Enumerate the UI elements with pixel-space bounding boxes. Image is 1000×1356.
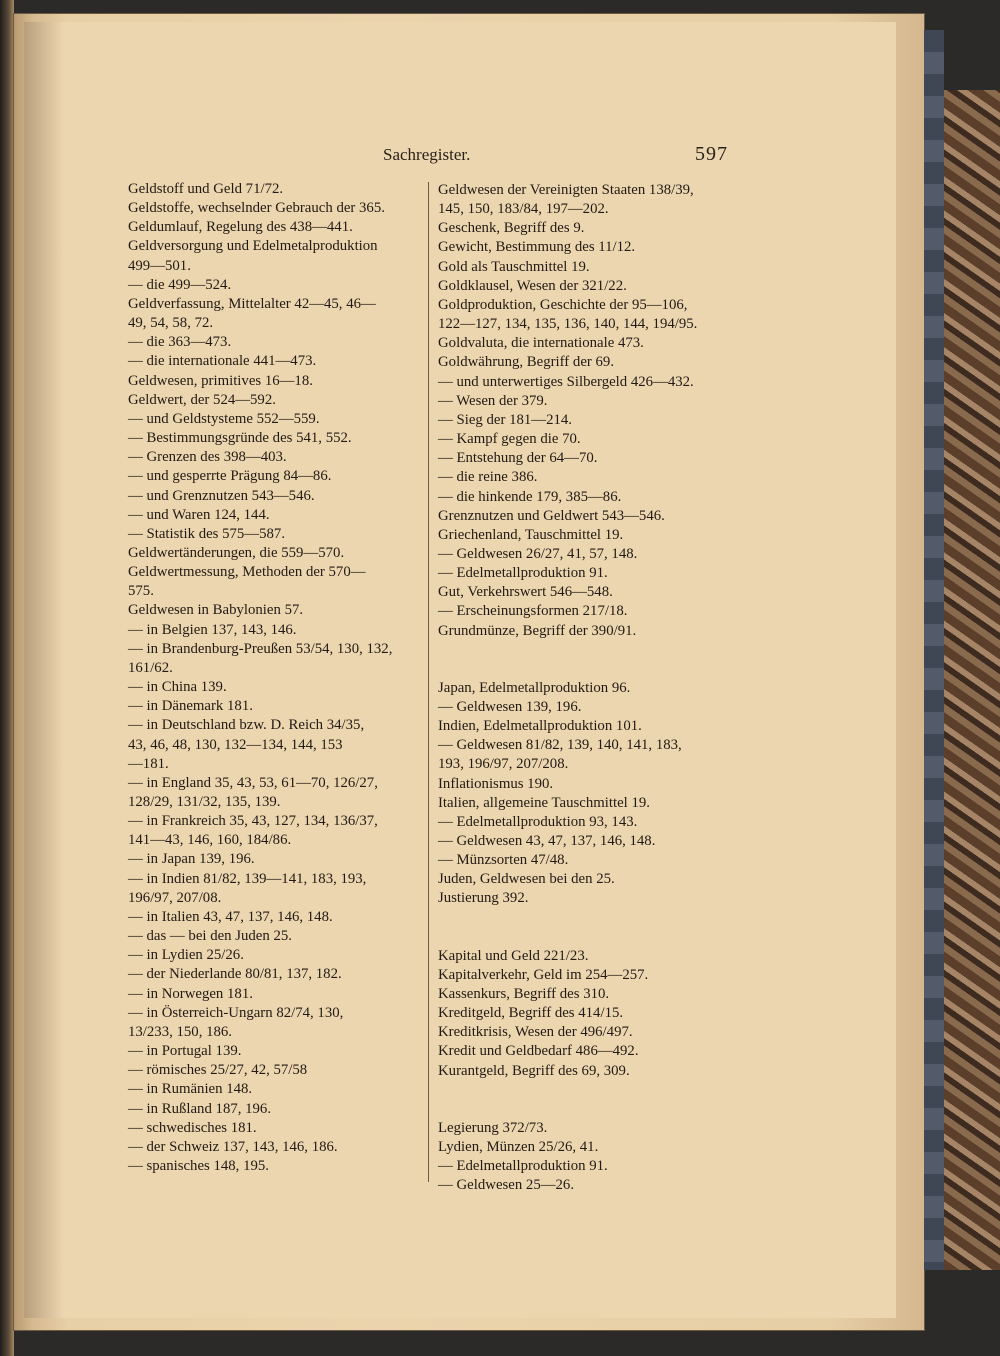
index-group-g [438, 181, 734, 641]
index-entry: — in Frankreich 35, 43, 127, 134, 136/37, [128, 813, 378, 830]
index-entry: — in Deutschland bzw. D. Reich 34/35, [128, 717, 365, 734]
index-entry: — und unterwertiges Silbergeld 426—432. [438, 373, 694, 390]
index-entry: Japan, Edelmetallproduktion 96. [438, 679, 631, 696]
index-entry: — die reine 386. [438, 469, 538, 486]
index-entry: — und Waren 124, 144. [128, 506, 270, 523]
index-entry: Geldstoffe, wechselnder Gebrauch der 365. [128, 200, 385, 217]
index-entry: — und Geldstysteme 552—559. [128, 410, 320, 427]
index-entry: Juden, Geldwesen bei den 25. [438, 871, 615, 888]
index-entry: Geldwert, der 524—592. [128, 391, 276, 408]
index-entry: — der Schweiz 137, 143, 146, 186. [128, 1138, 338, 1155]
index-entry: Kreditkrisis, Wesen der 496/497. [438, 1024, 633, 1041]
index-entry: Gut, Verkehrswert 546—548. [438, 584, 613, 601]
index-entry: — und Grenznutzen 543—546. [128, 487, 315, 504]
index-entry: — spanisches 148, 195. [128, 1157, 269, 1174]
index-entry: — schwedisches 181. [128, 1119, 257, 1136]
index-entry: Geschenk, Begriff des 9. [438, 220, 585, 237]
index-entry: Goldproduktion, Geschichte der 95—106, [438, 296, 688, 313]
index-entry: Gold als Tauschmittel 19. [438, 258, 590, 275]
index-entry: — und gesperrte Prägung 84—86. [128, 468, 332, 485]
index-entry: —181. [128, 755, 169, 772]
index-entry: Grenznutzen und Geldwert 543—546. [438, 507, 665, 524]
index-entry: — Kampf gegen die 70. [438, 431, 581, 448]
index-entry: Geldversorgung und Edelmetalproduktion [128, 238, 378, 255]
index-entry: Geldwertänderungen, die 559—570. [128, 544, 345, 561]
index-entry: 196/97, 207/08. [128, 889, 222, 906]
index-entry: — in Belgien 137, 143, 146. [128, 621, 297, 638]
index-entry: — in Norwegen 181. [128, 985, 253, 1002]
index-entry: — Entstehung der 64—70. [438, 450, 598, 467]
index-entry: 128/29, 131/32, 135, 139. [128, 794, 281, 810]
index-entry: — Wesen der 379. [438, 392, 548, 409]
index-entry: 43, 46, 48, 130, 132—134, 144, 153 [128, 736, 343, 753]
index-entry: Kassenkurs, Begriff des 310. [438, 985, 610, 1002]
gutter-shadow [24, 22, 64, 1318]
index-entry: 499—501. [128, 257, 191, 274]
index-entry: — Edelmetallproduktion 91. [438, 565, 608, 582]
index-entry: — Geldwesen 25—26. [438, 1177, 575, 1194]
index-entry: Goldvaluta, die internationale 473. [438, 335, 644, 352]
index-entry: Goldklausel, Wesen der 321/22. [438, 277, 627, 294]
index-entry: — in Brandenburg-Preußen 53/54, 130, 132, [128, 640, 393, 657]
index-entry: — in Indien 81/82, 139—141, 183, 193, [128, 870, 367, 887]
index-entry: 161/62. [128, 659, 173, 676]
index-entry: — in Lydien 25/26. [128, 947, 244, 964]
index-entry: — Münzsorten 47/48. [438, 852, 569, 869]
index-entry: Indien, Edelmetallproduktion 101. [438, 718, 642, 735]
index-entry: — Geldwesen 26/27, 41, 57, 148. [438, 545, 638, 562]
book-binding-left [0, 0, 14, 1356]
index-entry: 145, 150, 183/84, 197—202. [438, 201, 609, 218]
index-entry: Goldwährung, Begriff der 69. [438, 354, 615, 371]
index-entry: — in Rumänien 148. [128, 1081, 253, 1098]
index-entry: 122—127, 134, 135, 136, 140, 144, 194/95. [438, 316, 698, 333]
index-entry: Italien, allgemeine Tauschmittel 19. [438, 794, 650, 811]
index-entry: — in Dänemark 181. [128, 698, 253, 715]
index-entry: Grundmünze, Begriff der 390/91. [438, 622, 637, 639]
index-group-l [438, 1119, 734, 1196]
page-number: 597 [695, 143, 728, 165]
index-entry: — die 499—524. [128, 276, 232, 293]
running-head-title: Sachregister. [383, 145, 471, 164]
index-entry: — in Österreich-Ungarn 82/74, 130, [128, 1004, 344, 1021]
column-divider [428, 182, 429, 1182]
index-entry: Geldwesen der Vereinigten Staaten 138/39, [438, 182, 694, 198]
index-entry: Kreditgeld, Begriff des 414/15. [438, 1005, 624, 1022]
group-spacer [438, 641, 734, 679]
index-entry: Geldverfassung, Mittelalter 42—45, 46— [128, 295, 376, 312]
index-entry: Inflationismus 190. [438, 775, 554, 792]
index-entry: — Geldwesen 139, 196. [438, 698, 582, 715]
index-entry: — Grenzen des 398—403. [128, 449, 287, 466]
index-entry: Kredit und Geldbedarf 486—492. [438, 1043, 639, 1060]
index-entry: 49, 54, 58, 72. [128, 315, 214, 332]
index-entry: Lydien, Münzen 25/26, 41. [438, 1138, 599, 1155]
index-entry: 193, 196/97, 207/208. [438, 756, 569, 773]
index-entry: 575. [128, 583, 154, 600]
index-entry: — der Niederlande 80/81, 137, 182. [128, 966, 342, 983]
index-entry: Kurantgeld, Begriff des 69, 309. [438, 1062, 630, 1079]
index-entry: — in Rußland 187, 196. [128, 1100, 272, 1117]
index-entry: — Statistik des 575—587. [128, 525, 286, 542]
index-group-ij [438, 679, 734, 909]
book-spine-cloth [924, 30, 944, 1270]
index-column-right [438, 181, 734, 1195]
index-group-k [438, 947, 734, 1081]
index-entry: Kapitalverkehr, Geld im 254—257. [438, 966, 649, 983]
index-entry: 13/233, 150, 186. [128, 1023, 232, 1040]
index-entry: Geldumlauf, Regelung des 438—441. [128, 219, 353, 236]
index-entry: 141—43, 146, 160, 184/86. [128, 832, 292, 849]
group-spacer [438, 909, 734, 947]
index-entry: Geldwertmessung, Methoden der 570— [128, 564, 366, 581]
index-entry: — in China 139. [128, 679, 227, 696]
index-entry: — die hinkende 179, 385—86. [438, 488, 622, 505]
index-entry: Griechenland, Tauschmittel 19. [438, 526, 624, 543]
index-entry: — in Japan 139, 196. [128, 851, 255, 868]
group-spacer [438, 1081, 734, 1119]
index-entry: Kapital und Geld 221/23. [438, 947, 589, 964]
index-entry: — Erscheinungsformen 217/18. [438, 603, 628, 620]
index-column-left [128, 180, 422, 1176]
index-entry: — in Portugal 139. [128, 1043, 242, 1060]
index-entry: — die internationale 441—473. [128, 353, 317, 370]
index-entry: Geldstoff und Geld 71/72. [128, 181, 284, 197]
index-entry: — Geldwesen 81/82, 139, 140, 141, 183, [438, 737, 682, 754]
index-entry: — römisches 25/27, 42, 57/58 [128, 1062, 308, 1079]
index-entry: — Edelmetallproduktion 91. [438, 1158, 608, 1175]
index-entry: — in Italien 43, 47, 137, 146, 148. [128, 908, 333, 925]
index-entry: Geldwesen, primitives 16—18. [128, 372, 313, 389]
index-entry: — die 363—473. [128, 334, 232, 351]
index-entry: — das — bei den Juden 25. [128, 928, 292, 945]
index-entry: — Bestimmungsgründe des 541, 552. [128, 430, 352, 447]
index-entry: Justierung 392. [438, 890, 529, 907]
index-entry: Legierung 372/73. [438, 1119, 548, 1136]
marbled-edge [944, 90, 1000, 1270]
index-entry: — in England 35, 43, 53, 61—70, 126/27, [128, 774, 378, 791]
index-entry: Gewicht, Bestimmung des 11/12. [438, 239, 636, 256]
index-entry: — Edelmetallproduktion 93, 143. [438, 813, 638, 830]
index-entry: — Geldwesen 43, 47, 137, 146, 148. [438, 833, 656, 849]
index-entry: — Sieg der 181—214. [438, 411, 572, 428]
index-entry: Geldwesen in Babylonien 57. [128, 602, 304, 619]
